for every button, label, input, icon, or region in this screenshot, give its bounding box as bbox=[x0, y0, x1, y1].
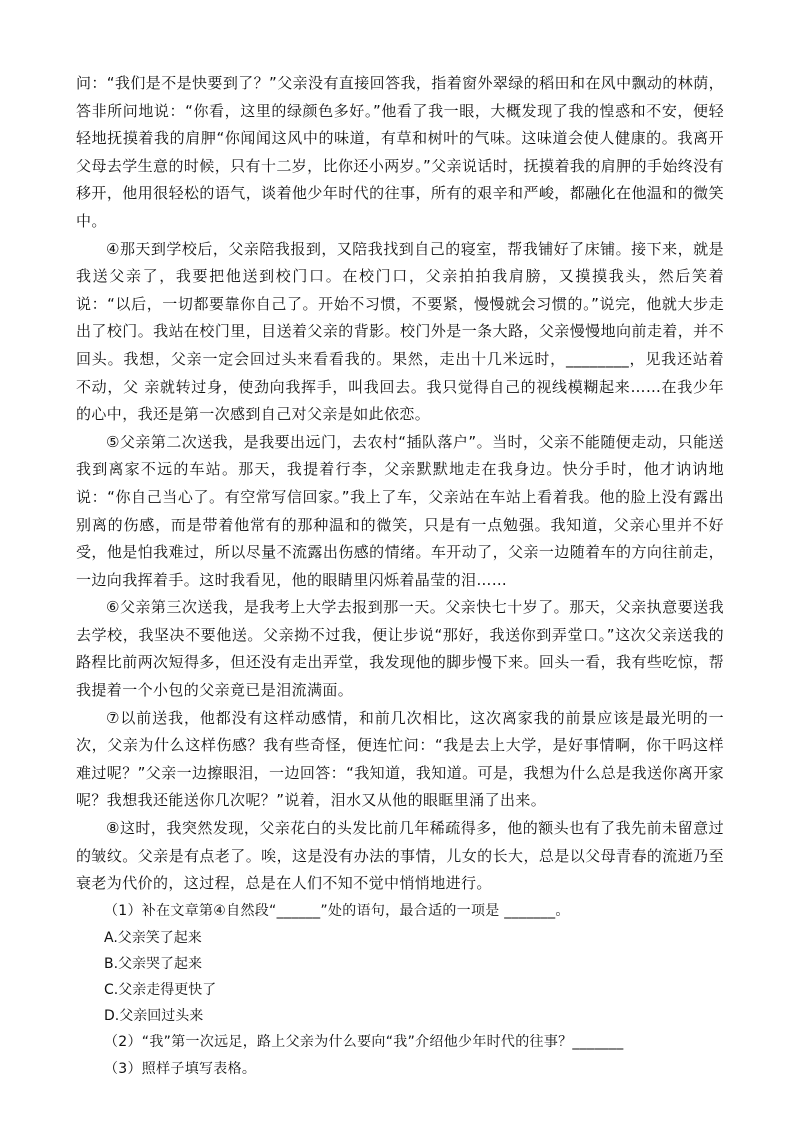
paragraph-4: ④那天到学校后，父亲陪我报到，又陪我找到自己的寝室，帮我铺好了床铺。接下来，就是我送父亲了，我要把他送到校门口。在校门口，父亲拍拍我肩膀，又摸摸我头，然后笑着说：“以后，一切都要靠你自己了。开始不习惯，不要紧，慢慢就会习惯的。”说完，他就大步走出了校门。我站在校门里，目送着父亲的背影。校门外是一条大路，父亲慢慢地向前走着，并不回头。我想，父亲一定会回过头来看看我的。果然，走出十几米远时，________，见我还站着不动，父 亲就转过身，使劲向我挥手，叫我回去。我只觉得自己的视线模糊起来……在我少年的心中，我还是第一次感到自己对父亲是如此依恋。 bbox=[76, 239, 724, 424]
option-b: B.父亲哭了起来 bbox=[104, 955, 203, 972]
question-1: （1）补在文章第④自然段“______”处的语句，最合适的一项是 _______。 bbox=[104, 902, 570, 919]
paragraph-3-continued: 问：“我们是不是快要到了？”父亲没有直接回答我，指着窗外翠绿的稻田和在风中飘动的林荫，答非所问地说：“你看，这里的绿颜色多好。”他看了我一眼，大概发现了我的惶惑和不安，便轻轻地抚摸着我的肩胛“你闻闻这风中的味道，有草和树叶的气味。这味道会使人健康的。我离开父母去学生意的时候，只有十二岁，比你还小两岁。”父亲说话时，抚摸着我的肩胛的手始终没有移开，他用很轻松的语气，谈着他少年时代的往事，所有的艰辛和严峻，都融化在他温和的微笑中。 bbox=[76, 74, 724, 230]
option-a: A.父亲笑了起来 bbox=[104, 929, 202, 946]
option-d: D.父亲回过头来 bbox=[104, 1007, 204, 1024]
paragraph-6: ⑥父亲第三次送我，是我考上大学去报到那一天。父亲快七十岁了。那天，父亲执意要送我去学校，我坚决不要他送。父亲拗不过我，便让步说“那好，我送你到弄堂口。”这次父亲送我的路程比前两次短得多，但还没有走出弄堂，我发现他的脚步慢下来。回头一看，我有些吃惊，帮我提着一个小包的父亲竟已是泪流满面。 bbox=[76, 598, 724, 700]
question-2: （2）“我”第一次远足，路上父亲为什么要向“我”介绍他少年时代的往事？_______ bbox=[104, 1033, 624, 1050]
option-c: C.父亲走得更快了 bbox=[104, 981, 217, 998]
paragraph-7: ⑦以前送我，他都没有这样动感情，和前几次相比，这次离家我的前景应该是最光明的一次，父亲为什么这样伤感？我有些奇怪，便连忙问：“我是去上大学，是好事情啊，你干吗这样难过呢？”父亲一边擦眼泪，一边回答：“我知道，我知道。可是，我想为什么总是我送你离开家呢？我想我还能送你几次呢？”说着，泪水又从他的眼眶里涌了出来。 bbox=[76, 708, 724, 810]
question-3: （3）照样子填写表格。 bbox=[104, 1060, 257, 1077]
paragraph-5: ⑤父亲第二次送我，是我要出远门，去农村“插队落户”。当时，父亲不能随便走动，只能送我到离家不远的车站。那天，我提着行李，父亲默默地走在我身边。快分手时，他才讷讷地说：“你自己当心了。有空常写信回家。”我上了车，父亲站在车站上看着我。他的脸上没有露出别离的伤感，而是带着他常有的那种温和的微笑，只是有一点勉强。我知道，父亲心里并不好受，他是怕我难过，所以尽量不流露出伤感的情绪。车开动了，父亲一边随着车的方向往前走，一边向我挥着手。这时我看见，他的眼睛里闪烁着晶莹的泪…… bbox=[76, 432, 724, 589]
paragraph-8: ⑧这时，我突然发现，父亲花白的头发比前几年稀疏得多，他的额头也有了我先前未留意过的皱纹。父亲是有点老了。唉，这是没有办法的事情，儿女的长大，总是以父母青春的流逝乃至衰老为代价的，这过程，总是在人们不知不觉中悄悄地进行。 bbox=[76, 819, 724, 893]
document-page bbox=[76, 70, 724, 1083]
